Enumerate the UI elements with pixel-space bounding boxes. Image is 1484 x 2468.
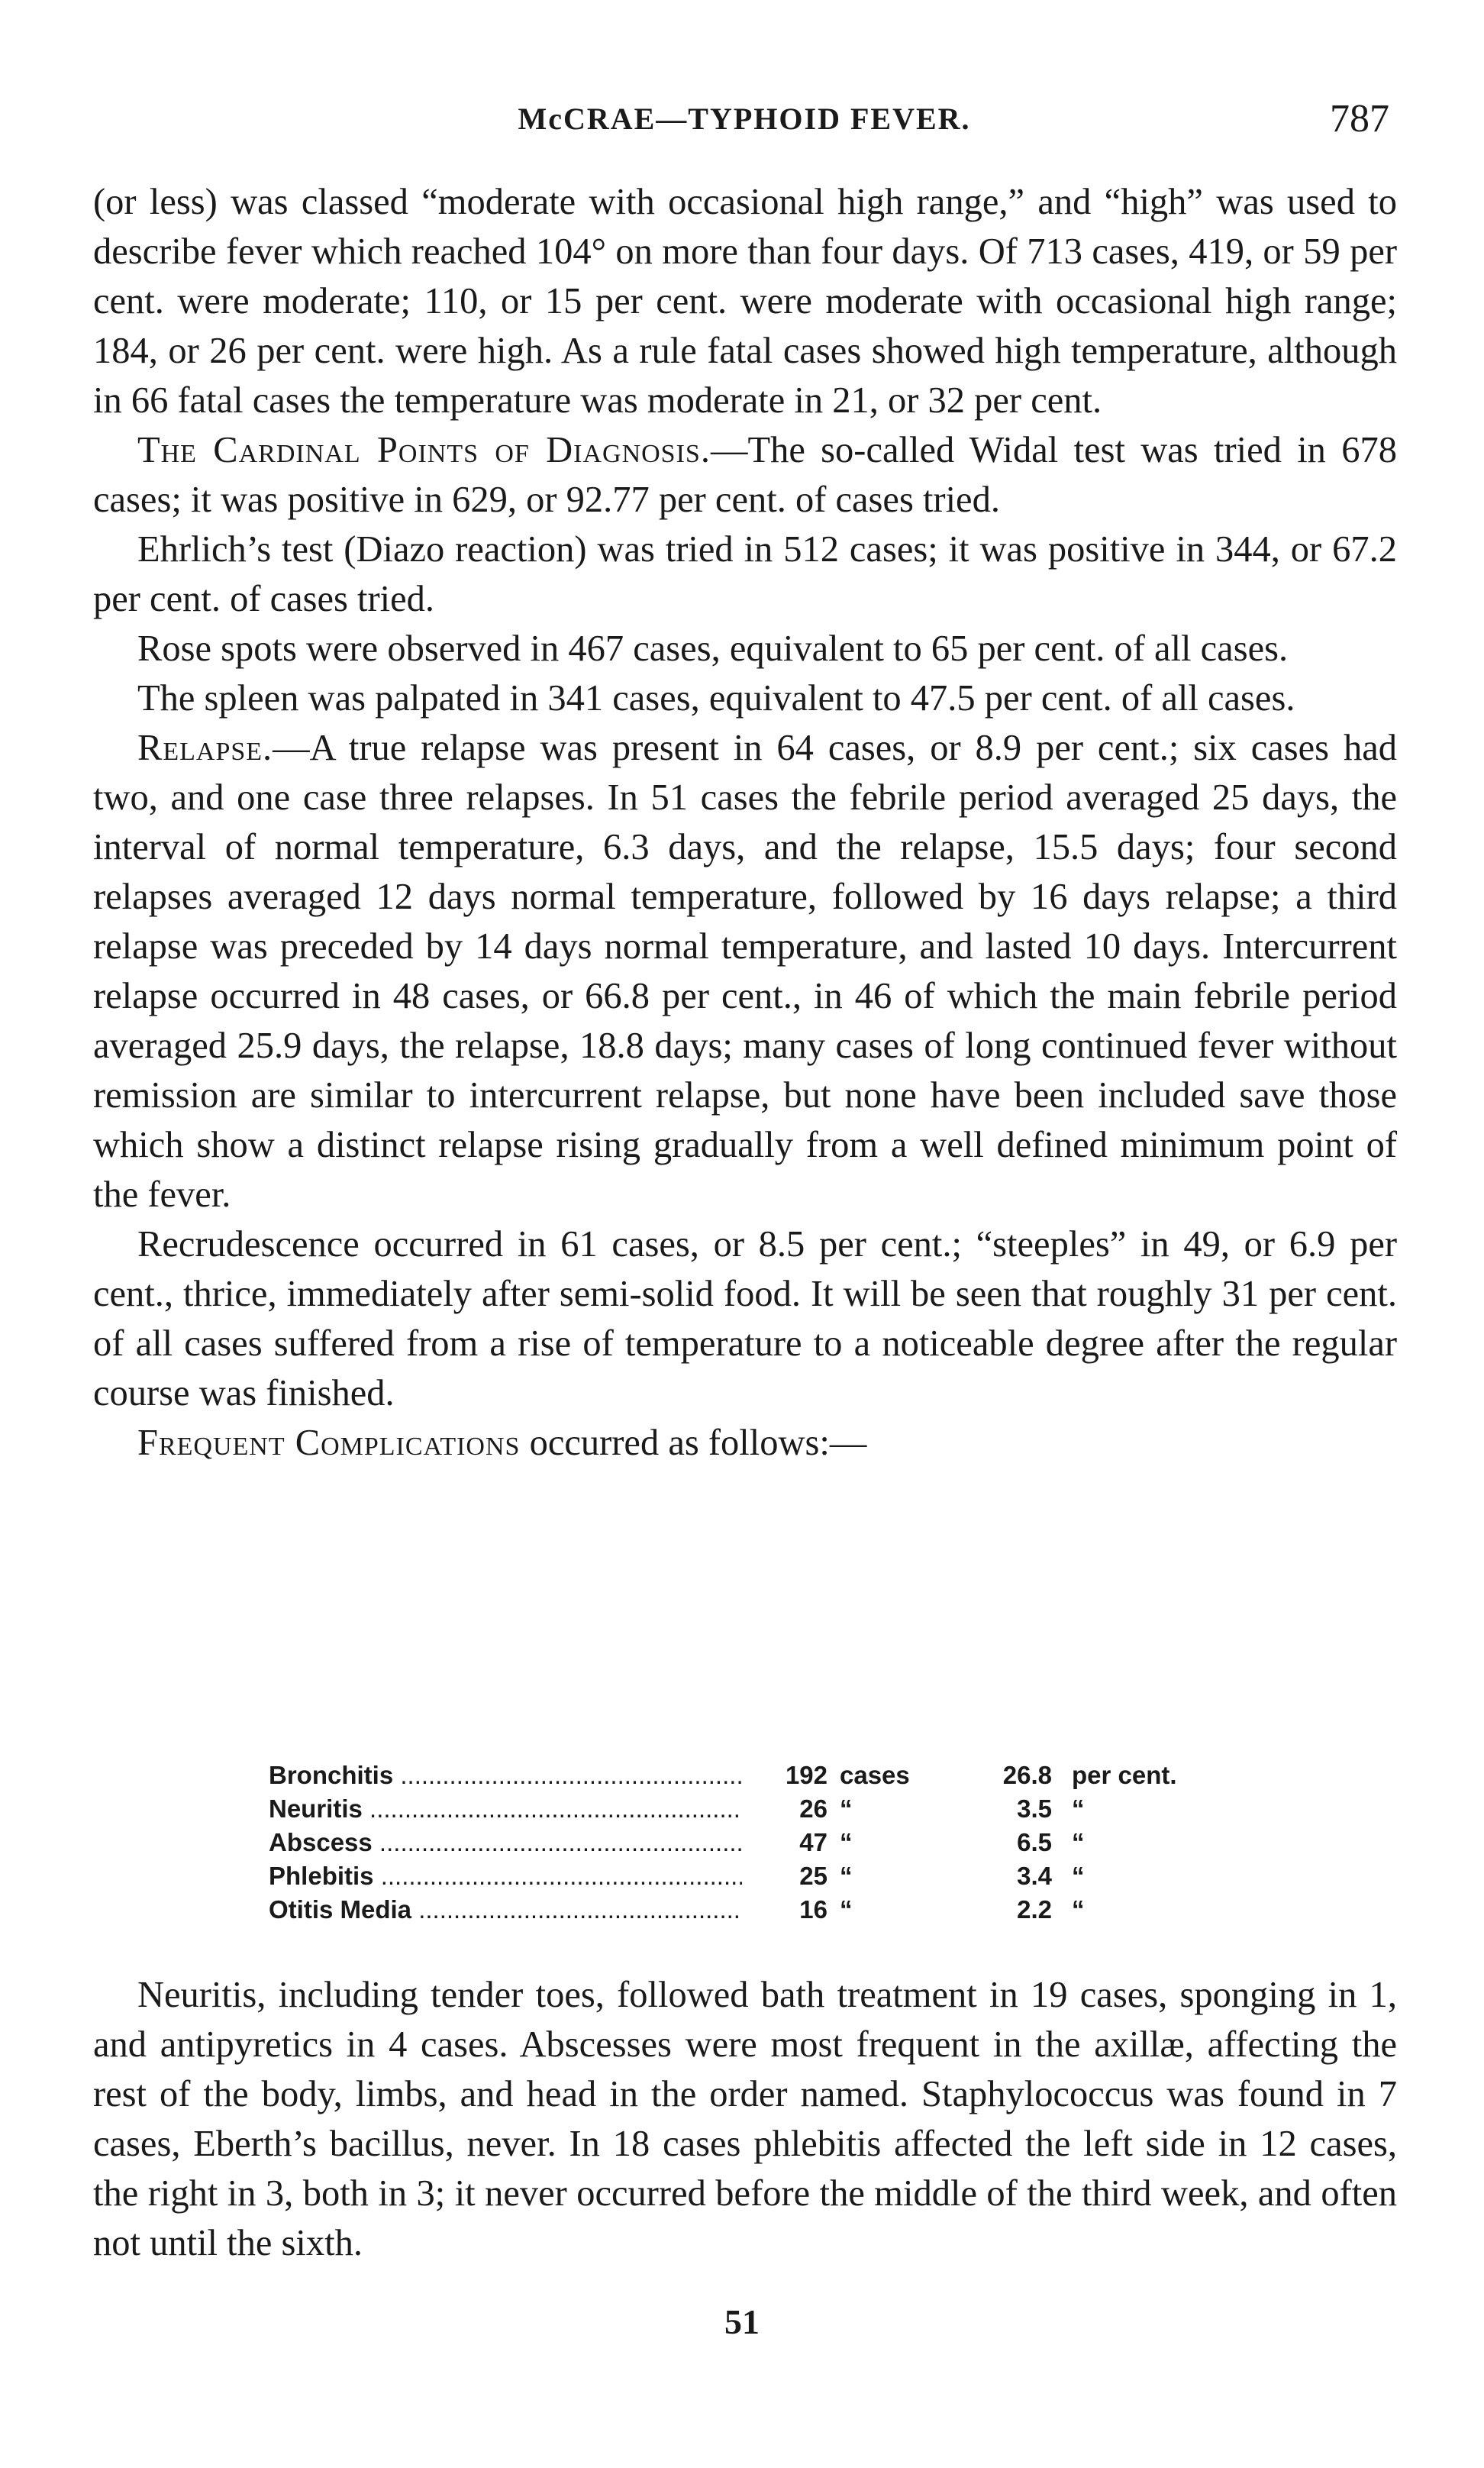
spleen-paragraph: The spleen was palpated in 341 cases, equivalent to 47.5 per cent. of all cases. [137, 678, 1295, 719]
percent-unit: “ [1072, 1862, 1085, 1890]
running-head: McCRAE—TYPHOID FEVER. [518, 102, 971, 136]
percent-value: 3.4 [1017, 1862, 1052, 1890]
neuritis-paragraph: Neuritis, including tender toes, followed bath treatment in 19 cases, sponging in 1, and antipyretics in 4 cases. Abscesses were most frequent in the axillæ, affecting the rest of the body, limbs, and head in the order named. Staphylococcus was found in 7 cases, Eberth’s bacillus, never. In 18 cases phlebitis affected the left side in 12 cases, the right in 3, both in 3; it never occurred before the middle of the third week, and often not until the sixth. [93, 1975, 1397, 2263]
percent-unit: “ [1072, 1794, 1085, 1823]
recrudescence-paragraph: Recrudescence occurred in 61 cases, or 8.5 per cent.; “steeples” in 49, or 6.9 per cent., thrice, immediately after semi-solid food. It will be seen that roughly 31 per cent. of all cases suffered from a rise of temperature to a noticeable degree after the regular course was finished. [93, 1224, 1397, 1413]
page-number: 787 [1330, 97, 1389, 141]
ehrlich-paragraph: Ehrlich’s test (Diazo reaction) was tried in 512 cases; it was positive in 344, or 67.2 per cent. of cases tried. [93, 529, 1397, 619]
case-count: 192 [785, 1761, 827, 1789]
percent-unit: “ [1072, 1895, 1085, 1924]
complication-name: Neuritis ..... [269, 1794, 742, 1824]
diagnosis-paragraph [93, 425, 1397, 525]
table-row [269, 1828, 1261, 1862]
signature-mark: 51 [724, 2302, 760, 2341]
table-row [269, 1895, 1261, 1929]
case-count: 26 [799, 1794, 827, 1823]
relapse-paragraph [93, 723, 1397, 1219]
rose-spots-paragraph: Rose spots were observed in 467 cases, equivalent to 65 per cent. of all cases. [137, 628, 1289, 669]
complication-name: Abscess ..... [269, 1828, 742, 1857]
table-row [269, 1794, 1261, 1828]
percent-value: 26.8 [1002, 1761, 1052, 1789]
percent-unit: per cent. [1072, 1761, 1177, 1789]
case-count: 25 [799, 1862, 827, 1890]
percent-value: 6.5 [1017, 1828, 1052, 1856]
case-unit: “ [840, 1794, 853, 1823]
complications-intro [93, 1418, 1397, 1468]
percent-value: 3.5 [1017, 1794, 1052, 1823]
percent-unit: “ [1072, 1828, 1085, 1856]
main-text-continued [93, 1970, 1397, 2268]
complications-table [269, 1761, 1261, 1929]
complications-heading: Frequent Complications [137, 1423, 521, 1463]
case-unit: cases [840, 1761, 910, 1789]
table-row [269, 1761, 1261, 1794]
case-unit: “ [840, 1828, 853, 1856]
relapse-heading: Relapse. [137, 728, 273, 768]
main-text [93, 177, 1397, 1468]
complications-intro-text: occurred as follows:— [520, 1423, 867, 1463]
case-count: 16 [799, 1895, 827, 1924]
complication-name: Otitis Media ..... [269, 1895, 742, 1924]
complication-name: Bronchitis ..... [269, 1761, 742, 1790]
complication-name: Phlebitis ..... [269, 1862, 742, 1891]
page-header [99, 96, 1389, 150]
diagnosis-heading: The Cardinal Points of Diagnosis. [137, 430, 711, 470]
diagnosis-text: —The so-called Widal test was tried in 678 cases; it was positive in 629, or 92.77 per cent. of cases tried. [93, 430, 1397, 520]
relapse-text: —A true relapse was present in 64 cases, or 8.9 per cent.; six cases had two, and one case three relapses. In 51 cases the febrile period averaged 25 days, the interval of normal temperature, 6.3 days, and the relapse, 15.5 days; four second relapses averaged 12 days normal temperature, followed by 16 days relapse; a third relapse was preceded by 14 days normal temperature, and lasted 10 days. Intercurrent relapse occurred in 48 cases, or 66.8 per cent., in 46 of which the main febrile period averaged 25.9 days, the relapse, 18.8 days; many cases of long continued fever without remission are similar to intercurrent relapse, but none have been included save those which show a distinct relapse rising gradually from a well defined minimum point of the fever. [93, 728, 1397, 1215]
percent-value: 2.2 [1017, 1895, 1052, 1924]
case-count: 47 [799, 1828, 827, 1856]
fever-paragraph: (or less) was classed “moderate with occasional high range,” and “high” was used to describe fever which reached 104° on more than four days. Of 713 cases, 419, or 59 per cent. were moderate; 110, or 15 per cent. were moderate with occasional high range; 184, or 26 per cent. were high. As a rule fatal cases showed high temperature, although in 66 fatal cases the temperature was moderate in 21, or 32 per cent. [93, 182, 1397, 421]
table-row [269, 1862, 1261, 1895]
case-unit: “ [840, 1895, 853, 1924]
case-unit: “ [840, 1862, 853, 1890]
